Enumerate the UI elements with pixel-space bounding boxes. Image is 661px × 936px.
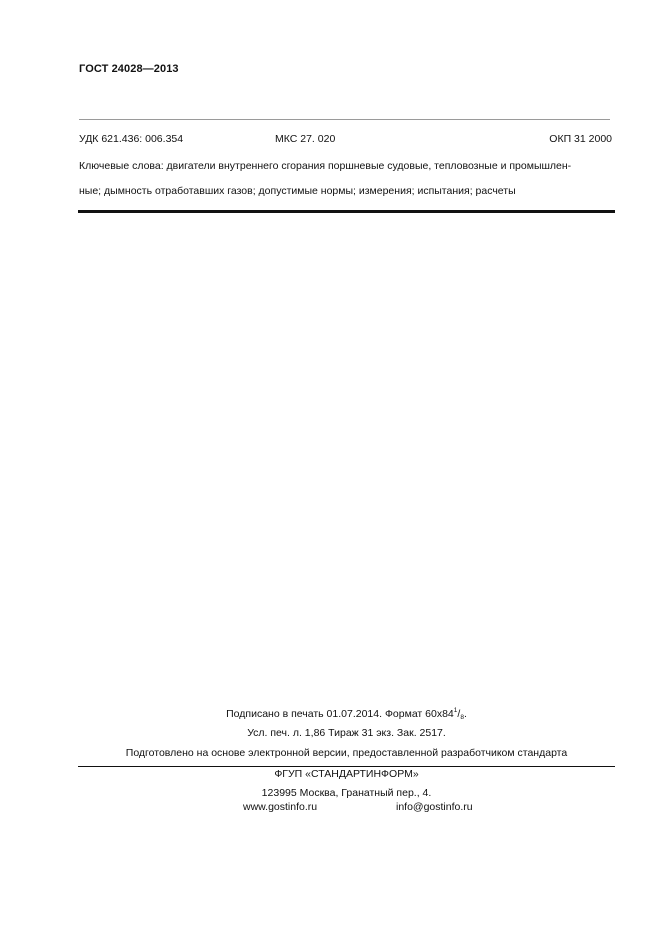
format-fraction-denominator: 8 (460, 714, 464, 721)
format-fraction-slash: / (457, 708, 461, 720)
keywords-line-1: Ключевые слова: двигатели внутреннего сгорания поршневые судовые, тепловозные и промышлен- (79, 160, 572, 172)
mks-code: МКС 27. 020 (275, 133, 336, 145)
format-period: . (463, 708, 467, 720)
print-info-line: Усл. печ. л. 1,86 Тираж 31 экз. Зак. 2517. (247, 727, 446, 739)
udk-code: УДК 621.436: 006.354 (79, 133, 184, 145)
publisher-name: ФГУП «СТАНДАРТИНФОРМ» (274, 768, 419, 780)
document-code: ГОСТ 24028—2013 (79, 63, 179, 75)
keywords-line-2: ные; дымность отработавших газов; допустимые нормы; измерения; испытания; расчеты (79, 185, 516, 197)
signed-for-print-text: Подписано в печать 01.07.2014. Формат 60х84 (226, 708, 454, 720)
classification-codes (79, 133, 612, 147)
keywords-bottom-rule (78, 210, 615, 213)
signed-for-print-line (78, 707, 615, 721)
email-link[interactable]: info@gostinfo.ru (396, 801, 473, 813)
website-link[interactable]: www.gostinfo.ru (243, 801, 318, 813)
okp-code: ОКП 31 2000 (549, 133, 612, 145)
header-divider (79, 119, 610, 120)
keywords-paragraph (79, 154, 612, 204)
format-fraction-numerator: 1 (453, 707, 458, 714)
publisher-divider (78, 766, 615, 767)
publisher-address: 123995 Москва, Гранатный пер., 4. (261, 787, 432, 799)
prepared-note: Подготовлено на основе электронной версии, предоставленной разработчиком стандарта (125, 747, 568, 759)
